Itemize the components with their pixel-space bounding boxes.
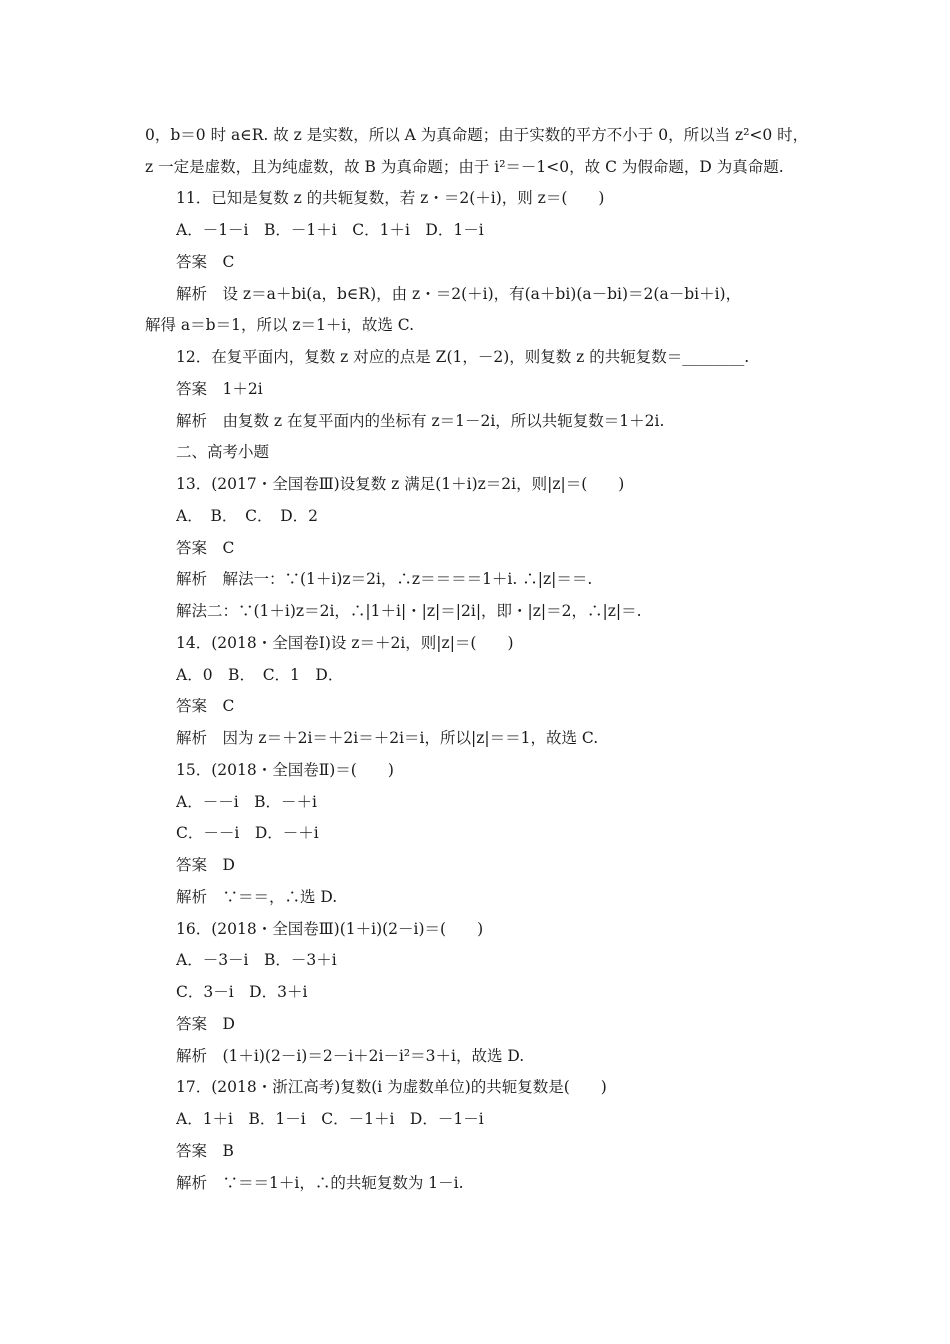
options: A． B． C． D．2 [176,507,318,525]
options: A．1＋i B．1－i C．－1＋i D．－1－i [176,1110,484,1128]
options: C．3－i D．3＋i [176,983,308,1001]
analysis: 解析 (1＋i)(2－i)＝2－i＋2i－i²＝3＋i，故选 D. [176,1047,525,1065]
question-11: 11．已知是复数 z 的共轭复数，若 z・＝2(＋i)，则 z＝( ) [176,189,605,207]
text-line: 解得 a＝b＝1，所以 z＝1＋i，故选 C. [145,316,415,334]
options: A．－1－i B．－1＋i C．1＋i D．1－i [176,221,484,239]
options: A．－3－i B．－3＋i [176,951,337,969]
analysis: 解法二：∵(1＋i)z＝2i，∴|1＋i|・|z|＝|2i|，即・|z|＝2，∴|z|＝. [176,602,642,620]
section-heading: 二、高考小题 [176,443,270,461]
answer: 答案 D [176,856,235,874]
question-12: 12．在复平面内，复数 z 对应的点是 Z(1，－2)，则复数 z 的共轭复数＝________. [176,348,750,366]
answer: 答案 1＋2i [176,380,263,398]
text-line: z 一定是虚数，且为纯虚数，故 B 为真命题；由于 i²＝－1<0，故 C 为假命题，D 为真命题. [145,158,784,176]
answer: 答案 D [176,1015,235,1033]
question-16: 16．(2018・全国卷Ⅲ)(1＋i)(2－i)＝( ) [176,920,484,938]
answer: 答案 C [176,253,235,271]
answer: 答案 C [176,539,235,557]
question-14: 14．(2018・全国卷Ⅰ)设 z＝＋2i，则|z|＝( ) [176,634,514,652]
text-line: 0，b＝0 时 a∈R. 故 z 是实数，所以 A 为真命题；由于实数的平方不小于 0，所以当 z²<0 时， [145,126,809,144]
options: A．0 B． C．1 D． [176,666,344,684]
analysis: 解析 因为 z＝＋2i＝＋2i＝＋2i＝i，所以|z|＝＝1，故选 C. [176,729,599,747]
answer: 答案 B [176,1142,234,1160]
options: A．－－i B．－＋i [176,793,317,811]
analysis: 解析 ∵＝＝，∴选 D. [176,888,338,906]
answer: 答案 C [176,697,235,715]
analysis: 解析 解法一：∵(1＋i)z＝2i，∴z＝＝＝＝1＋i. ∴|z|＝＝. [176,570,593,588]
options: C．－－i D．－＋i [176,824,319,842]
question-15: 15．(2018・全国卷Ⅱ)＝( ) [176,761,394,779]
analysis: 解析 由复数 z 在复平面内的坐标有 z＝1－2i，所以共轭复数＝1＋2i. [176,412,665,430]
question-13: 13．(2017・全国卷Ⅲ)设复数 z 满足(1＋i)z＝2i，则|z|＝( ) [176,475,625,493]
analysis: 解析 ∵＝＝1＋i，∴的共轭复数为 1－i. [176,1174,464,1192]
question-17: 17．(2018・浙江高考)复数(i 为虚数单位)的共轭复数是( ) [176,1078,607,1096]
analysis: 解析 设 z＝a＋bi(a，b∈R)，由 z・＝2(＋i)，有(a＋bi)(a－bi)＝2(a－bi＋i)， [176,285,742,303]
